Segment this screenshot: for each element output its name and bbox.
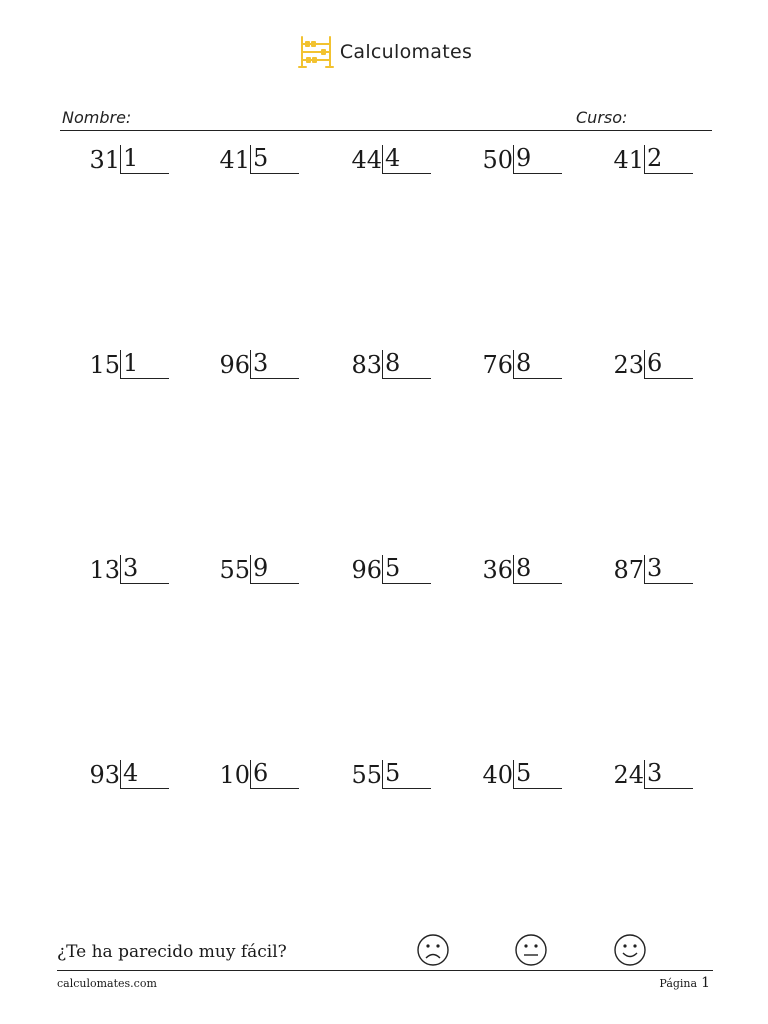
site-url: calculomates.com — [57, 977, 157, 990]
division-bracket — [250, 760, 299, 789]
division-problem[interactable] — [443, 145, 563, 185]
abacus-icon — [296, 34, 336, 70]
dividend: 83 — [351, 351, 382, 379]
dividend: 87 — [613, 556, 644, 584]
division-problem[interactable] — [443, 350, 563, 390]
division-problem[interactable] — [574, 350, 694, 390]
dividend: 76 — [482, 351, 513, 379]
brand-name: Calculomates — [339, 41, 473, 63]
dividend: 96 — [219, 351, 250, 379]
division-bracket — [120, 760, 169, 789]
logo — [296, 34, 472, 70]
dividend: 24 — [613, 761, 644, 789]
happy-face-icon[interactable] — [613, 933, 647, 967]
divisor: 1 — [123, 349, 139, 377]
divisor: 5 — [385, 759, 401, 787]
divisor: 6 — [647, 349, 663, 377]
division-problem[interactable] — [574, 145, 694, 185]
divisor: 8 — [516, 349, 532, 377]
dividend: 40 — [482, 761, 513, 789]
dividend: 36 — [482, 556, 513, 584]
divisor: 9 — [516, 144, 532, 172]
dividend: 55 — [351, 761, 382, 789]
sad-face-icon[interactable] — [416, 933, 450, 967]
division-bracket — [644, 555, 693, 584]
division-problem[interactable] — [312, 555, 432, 595]
division-bracket — [644, 760, 693, 789]
divisor: 3 — [647, 554, 663, 582]
dividend: 13 — [89, 556, 120, 584]
division-bracket — [250, 555, 299, 584]
divisor: 5 — [516, 759, 532, 787]
curso-label: Curso: — [576, 108, 628, 127]
division-problem[interactable] — [312, 760, 432, 800]
division-problem[interactable] — [180, 350, 300, 390]
division-bracket — [120, 350, 169, 379]
division-bracket — [250, 350, 299, 379]
divisor: 8 — [385, 349, 401, 377]
division-bracket — [513, 555, 562, 584]
division-problem[interactable] — [443, 760, 563, 800]
division-problem[interactable] — [312, 145, 432, 185]
divisor: 9 — [253, 554, 269, 582]
division-problem[interactable] — [50, 555, 170, 595]
dividend: 15 — [89, 351, 120, 379]
difficulty-question: ¿Te ha parecido muy fácil? — [57, 942, 287, 962]
divisor: 4 — [123, 759, 139, 787]
page-header — [0, 34, 768, 74]
page-label: Página — [659, 977, 698, 990]
nombre-label: Nombre: — [62, 108, 132, 127]
neutral-face-icon[interactable] — [514, 933, 548, 967]
page-number: 1 — [701, 975, 710, 991]
division-bracket — [120, 555, 169, 584]
division-problem[interactable] — [443, 555, 563, 595]
division-problem[interactable] — [180, 555, 300, 595]
division-problem[interactable] — [574, 555, 694, 595]
dividend: 93 — [89, 761, 120, 789]
dividend: 41 — [613, 146, 644, 174]
division-bracket — [644, 350, 693, 379]
dividend: 31 — [89, 146, 120, 174]
divisor: 4 — [385, 144, 401, 172]
division-problem[interactable] — [180, 760, 300, 800]
division-bracket — [513, 350, 562, 379]
dividend: 23 — [613, 351, 644, 379]
page-indicator — [659, 975, 710, 991]
dividend: 41 — [219, 146, 250, 174]
division-problem[interactable] — [180, 145, 300, 185]
divisor: 3 — [253, 349, 269, 377]
divisor: 3 — [647, 759, 663, 787]
division-bracket — [644, 145, 693, 174]
division-problem[interactable] — [312, 350, 432, 390]
dividend: 44 — [351, 146, 382, 174]
division-problem[interactable] — [50, 145, 170, 185]
division-bracket — [382, 555, 431, 584]
divisor: 3 — [123, 554, 139, 582]
divisor: 2 — [647, 144, 663, 172]
dividend: 10 — [219, 761, 250, 789]
division-bracket — [513, 145, 562, 174]
divisor: 6 — [253, 759, 269, 787]
division-bracket — [382, 350, 431, 379]
division-bracket — [382, 760, 431, 789]
divisor: 5 — [253, 144, 269, 172]
division-bracket — [250, 145, 299, 174]
footer-divider — [57, 970, 713, 971]
division-bracket — [513, 760, 562, 789]
division-bracket — [120, 145, 169, 174]
division-problem[interactable] — [574, 760, 694, 800]
division-problem[interactable] — [50, 350, 170, 390]
divisor: 8 — [516, 554, 532, 582]
division-problem[interactable] — [50, 760, 170, 800]
division-bracket — [382, 145, 431, 174]
dividend: 96 — [351, 556, 382, 584]
divisor: 1 — [123, 144, 139, 172]
dividend: 50 — [482, 146, 513, 174]
divisor: 5 — [385, 554, 401, 582]
dividend: 55 — [219, 556, 250, 584]
student-info-row — [60, 108, 712, 131]
